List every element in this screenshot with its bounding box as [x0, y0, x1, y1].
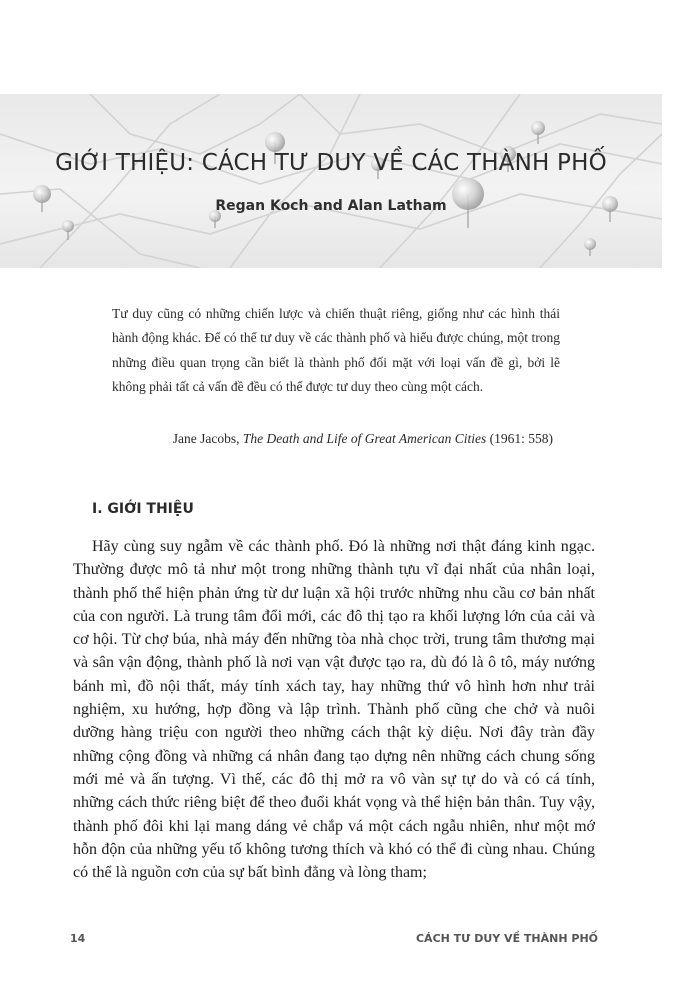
map-route-line	[300, 94, 662, 154]
chapter-title: GIỚI THIỆU: CÁCH TƯ DUY VỀ CÁC THÀNH PHỐ	[55, 150, 607, 176]
body-paragraph: Hãy cùng suy ngẫm về các thành phố. Đó là những nơi thật đáng kinh ngạc. Thường được mô tả như một trong những thành tựu vĩ đại nhất của nhân loại, thành phố thể hiện phản ứng từ dư luận xã hội trước những nhu cầu cơ bản nhất của con người. Là trung tâm đổi mới, các đô thị tạo ra khối lượng lớn của cải và cơ hội. Từ chợ búa, nhà máy đến những tòa nhà chọc trời, trung tâm thương mại và sân vận động, thành phố là nơi vạn vật được tạo ra, dù đó là ô tô, máy nướng bánh mì, đồ nội thất, máy tính xách tay, hay những thứ vô hình hơn như trải nghiệm, xu hướng, hợp đồng và lập trình. Thành phố cũng che chở và nuôi dưỡng hàng triệu con người theo những cách thật kỳ diệu. Nơi đây tràn đầy những cộng đồng và những cá nhân đang tạo dựng nên những cách chung sống mới mẻ và ấn tượng. Vì thế, các đô thị mở ra vô vàn sự tự do và có cá tính, những cách thức riêng biệt để theo đuổi khát vọng và thể hiện bản thân. Tuy vậy, thành phố đôi khi lại mang dáng vẻ chắp vá một cách ngẫu nhiên, như một mớ hỗn độn của những yếu tố không tương thích và khó có thể đi cùng nhau. Chúng có thể là nguồn cơn của sự bất bình đẳng và lòng tham;	[73, 538, 595, 882]
map-pin-icon	[62, 220, 74, 240]
chapter-banner	[0, 94, 662, 268]
epigraph-quote: Tư duy cũng có những chiến lược và chiến thuật riêng, giống như các hình thái hành động khác. Để có thể tư duy về các thành phố và hiểu được chúng, một trong những điều quan trọng cần biết là thành phố đối mặt với loại vấn đề gì, bởi lẽ không phải tất cả vấn đề đều có thể được tư duy theo cùng một cách.	[112, 306, 560, 395]
citation-reference: (1961: 558)	[486, 431, 553, 446]
page-number: 14	[70, 932, 86, 945]
citation-author: Jane Jacobs,	[172, 431, 243, 446]
map-route-line	[380, 94, 520, 268]
chapter-authors: Regan Koch and Alan Latham	[215, 198, 447, 214]
running-head: CÁCH TƯ DUY VỀ THÀNH PHỐ	[415, 932, 598, 945]
citation-work-title: The Death and Life of Great American Cities	[242, 431, 487, 446]
section-heading: I. GIỚI THIỆU	[92, 501, 194, 517]
epigraph-citation	[112, 431, 553, 447]
map-pin-icon	[584, 238, 596, 256]
map-route-line	[40, 94, 220, 268]
map-pins-background-image	[0, 94, 662, 268]
